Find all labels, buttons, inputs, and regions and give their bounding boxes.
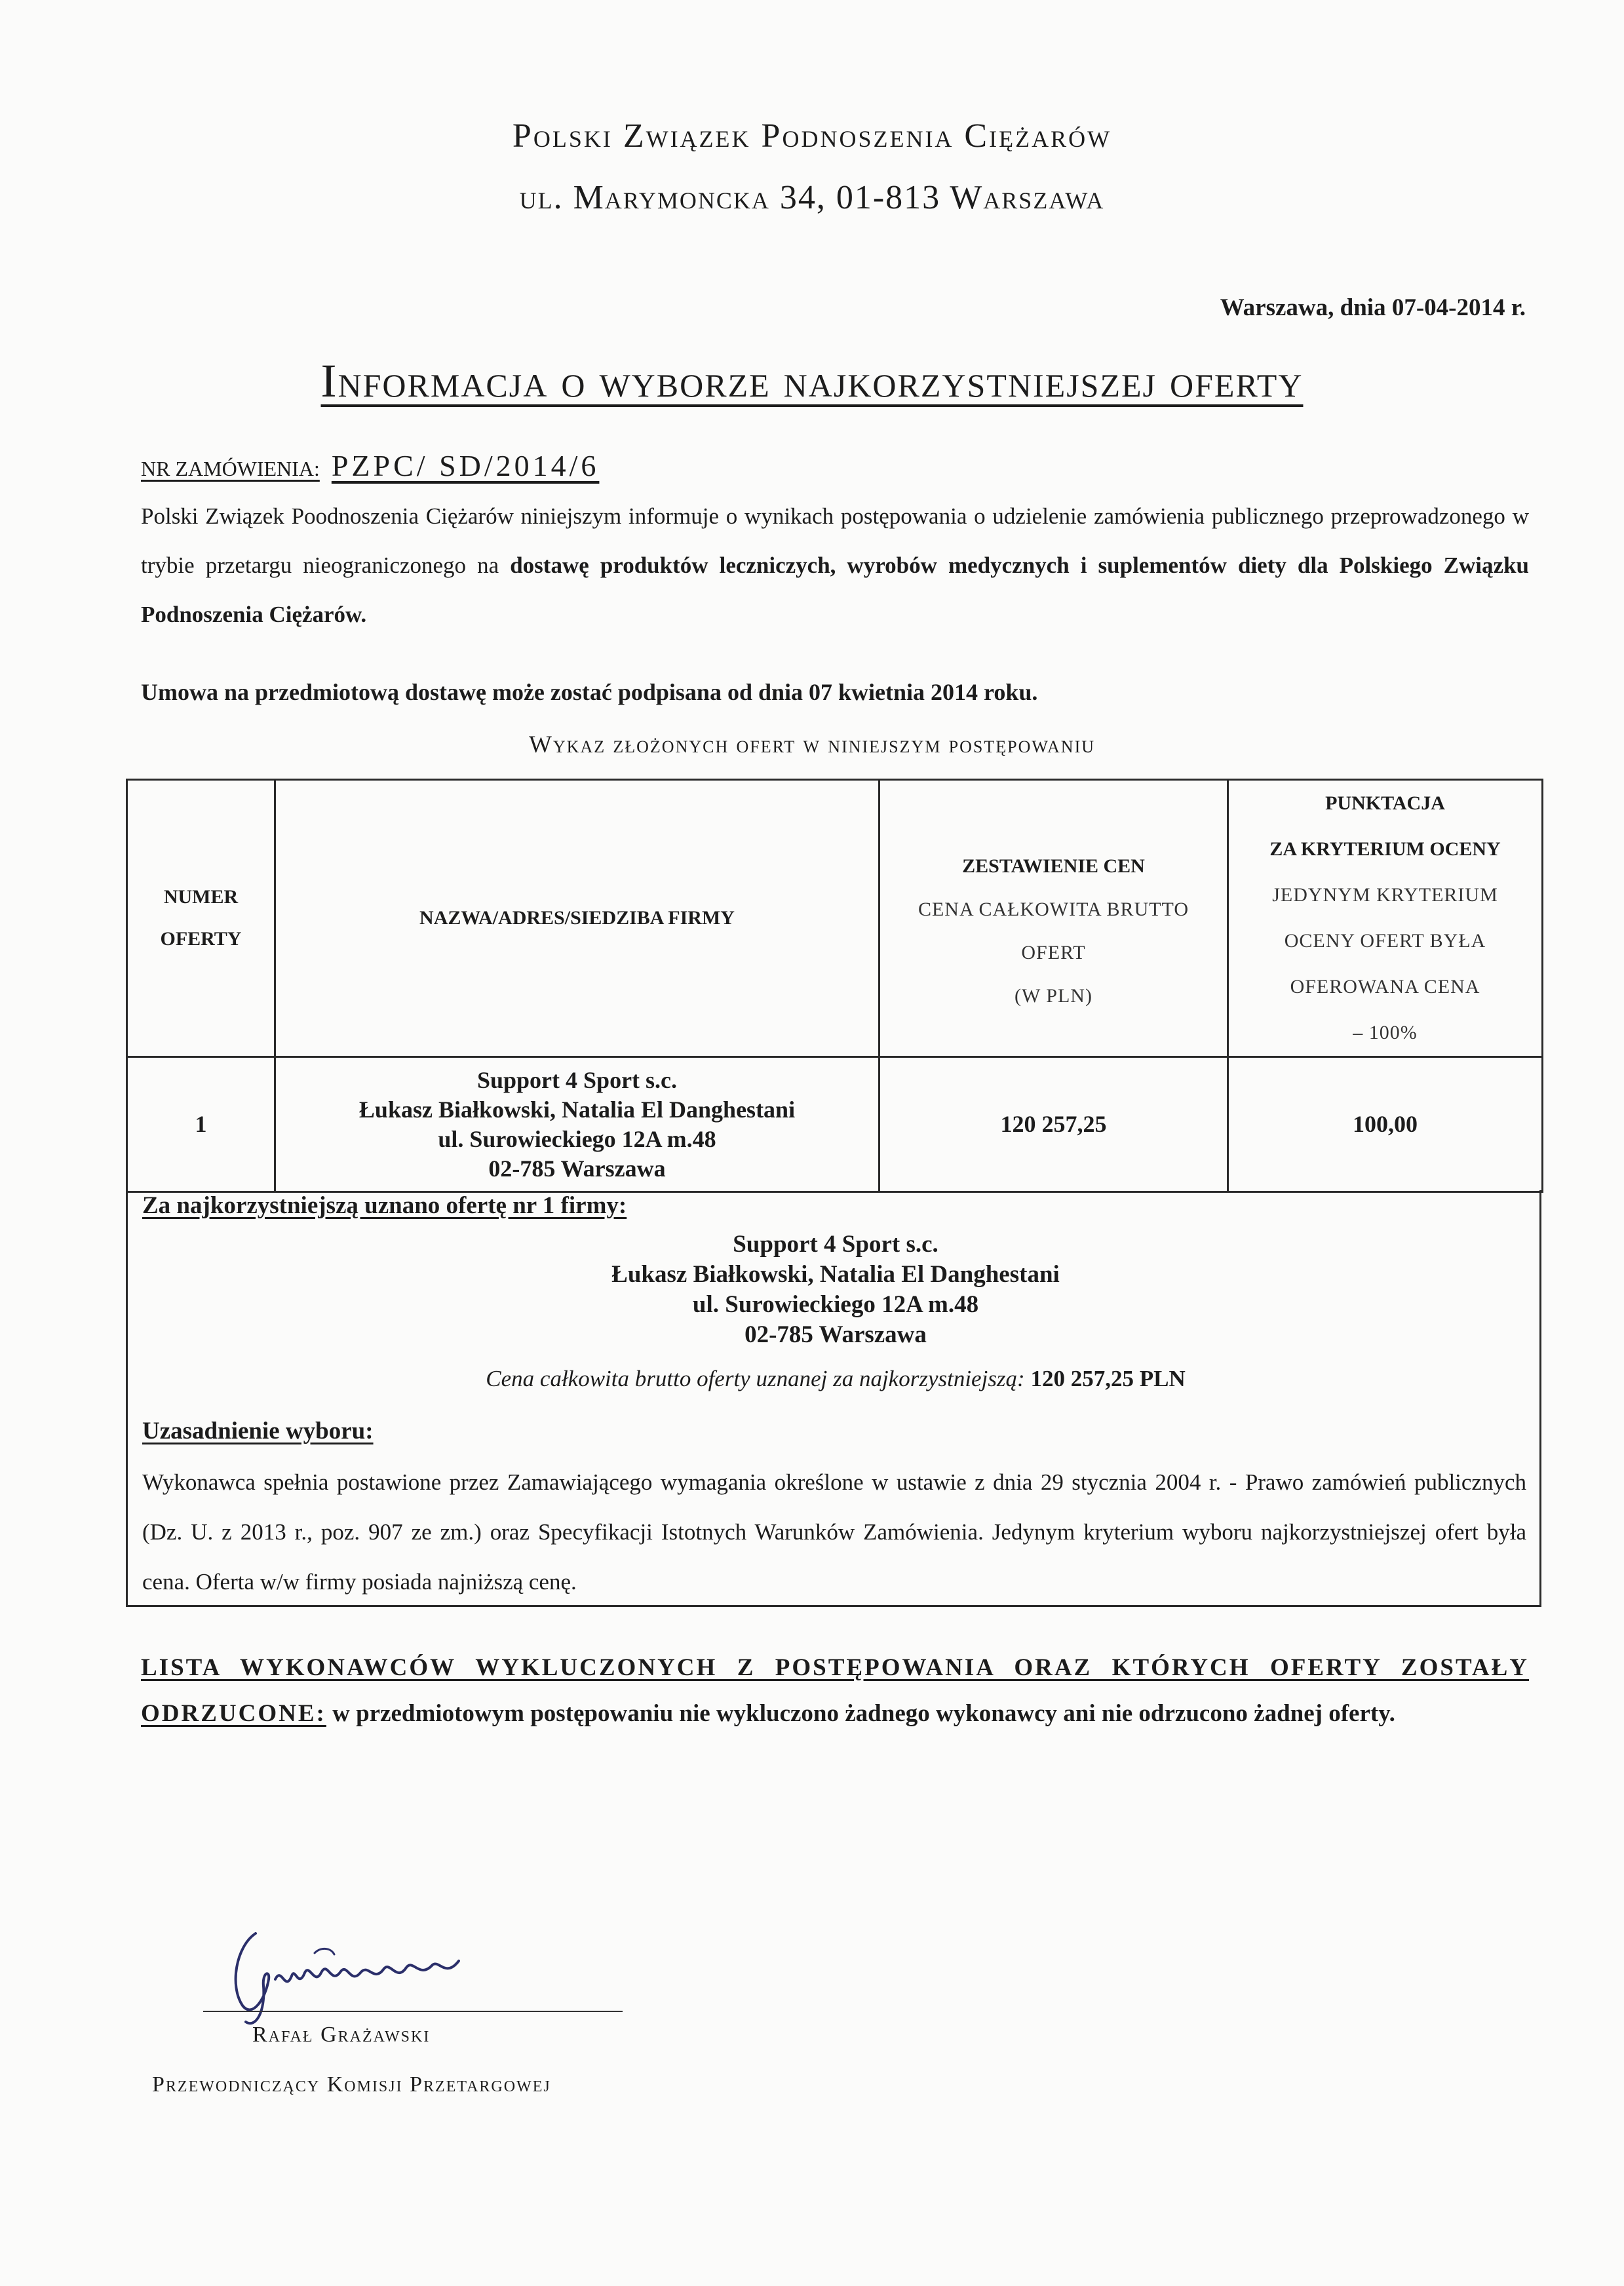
selection-label: Za najkorzystniejszą uznano ofertę nr 1 firmy: [142, 1192, 627, 1219]
header-offer-number [127, 780, 275, 1057]
order-number-label: NR ZAMÓWIENIA: [141, 457, 320, 480]
order-number [141, 448, 599, 483]
winning-price [128, 1366, 1543, 1392]
header-score-line2: OCENY OFERT BYŁA [1284, 930, 1486, 952]
row-price: 120 257,25 [880, 1057, 1228, 1192]
signatory-role: Przewodniczący Komisji Przetargowej [152, 2072, 551, 2097]
handwritten-signature [216, 1907, 498, 2032]
selection-box [126, 1190, 1541, 1607]
row-firm-line2: Łukasz Białkowski, Natalia El Danghestani [358, 1096, 796, 1123]
document-date: Warszawa, dnia 07-04-2014 r. [1220, 294, 1526, 321]
justification-text: Wykonawca spełnia postawione przez Zamawiającego wymagania określone w ustawie z dnia 29 stycznia 2004 r. - Prawo zamówień publicznych (Dz. U. z 2013 r., poz. 907 ze zm.) oraz Specyfikacji Istotnych Warunków Zamówienia. Jedynym kryterium wyboru najkorzystniejszej ofert była cena. Oferta w/w firmy posiada najniższą cenę. [142, 1469, 1526, 1595]
header-score-title2: ZA KRYTERIUM OCENY [1269, 838, 1501, 860]
organization-name: Polski Związek Podnoszenia Ciężarów [512, 117, 1112, 155]
header-score-title1: PUNKTACJA [1325, 792, 1445, 814]
intro-subject: dostawę produktów leczniczych, wyrobów medycznych i suplementów diety dla Polskiego Związku Podnoszenia Ciężarów. [141, 552, 1529, 627]
organization-address: ul. Marymoncka 34, 01-813 Warszawa [519, 179, 1105, 216]
intro-paragraph [141, 492, 1529, 639]
winning-firm-line2: Łukasz Białkowski, Natalia El Danghestani [611, 1261, 1060, 1288]
row-score: 100,00 [1228, 1057, 1543, 1192]
winning-price-value: 120 257,25 PLN [1030, 1366, 1186, 1391]
header-number-line1: NUMER [163, 886, 239, 908]
header-prices-line1: CENA CAŁKOWITA BRUTTO [918, 899, 1189, 920]
excluded-heading: LISTA WYKONAWCÓW WYKLUCZONYCH Z POSTĘPOWANIA ORAZ KTÓRYCH OFERTY ZOSTAŁY ODRZUCONE: [141, 1654, 1529, 1727]
document-title: Informacja o wyborze najkorzystniejszej oferty [320, 355, 1304, 407]
header-score-line1: JEDYNYM KRYTERIUM [1272, 884, 1498, 906]
table-row [127, 1057, 1543, 1192]
excluded-section [141, 1645, 1529, 1737]
row-firm [275, 1057, 880, 1192]
winning-firm-line4: 02-785 Warszawa [744, 1321, 927, 1348]
table-header-row [127, 780, 1543, 1057]
header-score-line4: – 100% [1353, 1022, 1418, 1043]
winning-firm-line3: ul. Surowieckiego 12A m.48 [692, 1291, 979, 1318]
row-firm-line3: ul. Surowieckiego 12A m.48 [438, 1125, 716, 1152]
row-offer-number: 1 [127, 1057, 275, 1192]
header-prices-title: ZESTAWIENIE CEN [962, 855, 1145, 877]
header-number-line2: OFERTY [160, 928, 242, 950]
intro-text: Polski Związek Poodnoszenia Ciężarów niniejszym informuje o wynikach postępowania o udzielenie zamówienia publicznego przeprowadzonego w trybie przetargu nieograniczonego na [141, 503, 1529, 578]
row-firm-line1: Support 4 Sport s.c. [476, 1066, 678, 1093]
winning-firm-line1: Support 4 Sport s.c. [733, 1231, 938, 1258]
table-title: Wykaz złożonych ofert w niniejszym postępowaniu [528, 731, 1096, 758]
signature-line [203, 2011, 623, 2012]
excluded-text: w przedmiotowym postępowaniu nie wykluczono żadnego wykonawcy ani nie odrzucono żadnej oferty. [326, 1700, 1395, 1727]
contract-note: Umowa na przedmiotową dostawę może zostać podpisana od dnia 07 kwietnia 2014 roku. [141, 679, 1038, 705]
winning-firm [128, 1230, 1543, 1350]
header-score [1228, 780, 1543, 1057]
justification-label: Uzasadnienie wyboru: [142, 1418, 374, 1444]
order-number-value: PZPC/ SD/2014/6 [331, 449, 600, 482]
header-firm-label: NAZWA/ADRES/SIEDZIBA FIRMY [419, 907, 735, 929]
header-firm [275, 780, 880, 1057]
winning-price-label: Cena całkowita brutto oferty uznanej za najkorzystniejszą: [486, 1366, 1025, 1391]
row-firm-line4: 02-785 Warszawa [488, 1155, 666, 1182]
offers-table [126, 779, 1543, 1193]
signatory-name: Rafał Grażawski [252, 2023, 431, 2047]
header-prices [880, 780, 1228, 1057]
header-prices-line2: OFERT [1021, 942, 1086, 963]
header-prices-line3: (W PLN) [1015, 985, 1092, 1007]
header-score-line3: OFEROWANA CENA [1290, 976, 1480, 998]
